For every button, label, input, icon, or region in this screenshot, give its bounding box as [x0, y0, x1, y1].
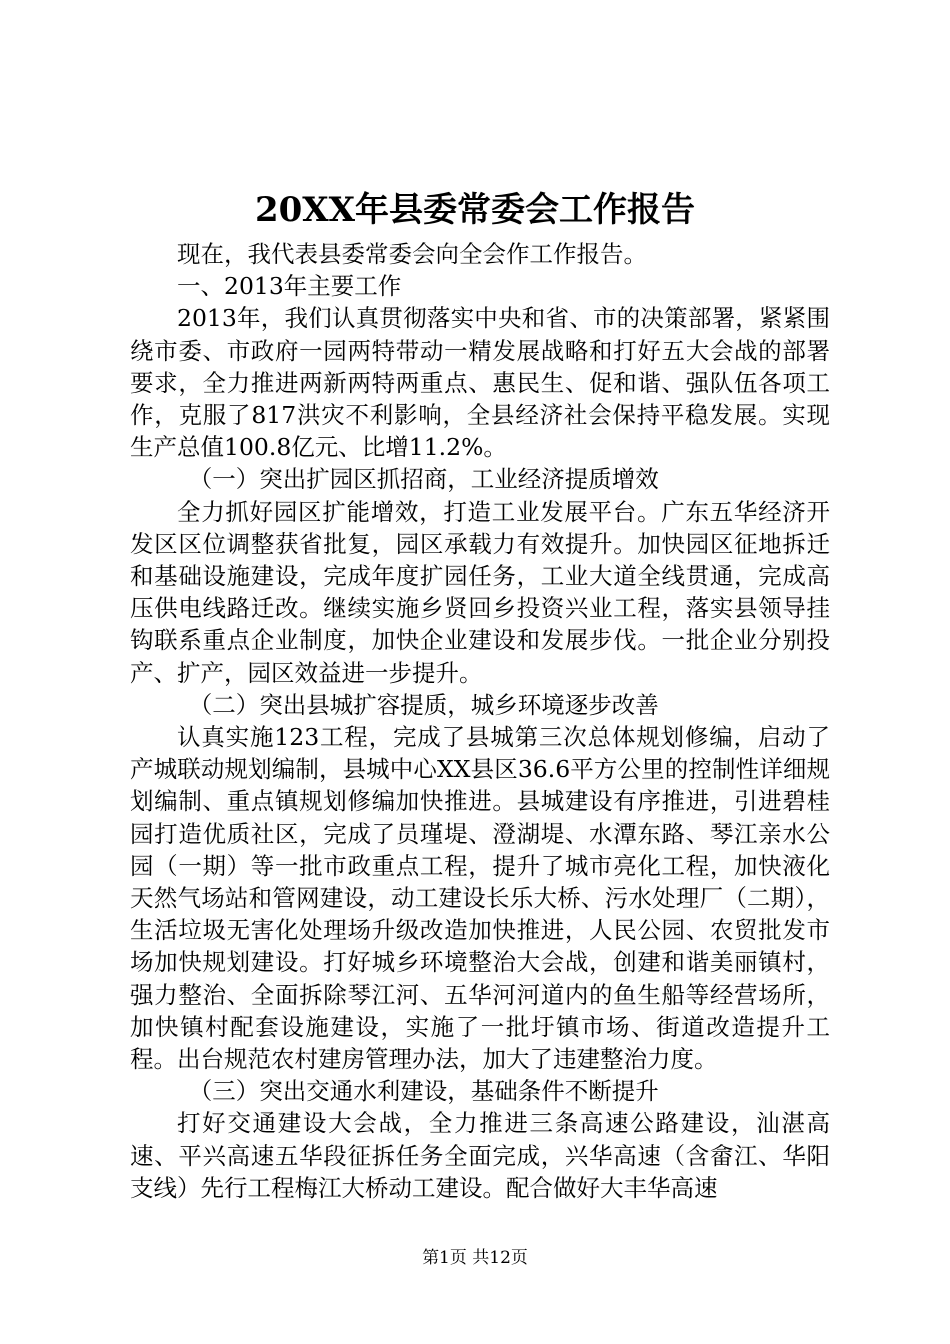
document-title: 20XX年县委常委会工作报告	[254, 190, 696, 230]
section-heading: 一、2013年主要工作	[177, 272, 402, 301]
document-body	[130, 238, 830, 1204]
paragraph: 全力抓好园区扩能增效，打造工业发展平台。广东五华经济开发区区位调整获省批复，园区承载力有效提升。加快园区征地拆迁和基础设施建设，完成年度扩园任务，工业大道全线贯通，完成高压供电线路迁改。继续实施乡贤回乡投资兴业工程，落实县领导挂钩联系重点企业制度，加快企业建设和发展步伐。一批企业分别投产、扩产，园区效益进一步提升。	[130, 497, 830, 687]
paragraph: 认真实施123工程，完成了县城第三次总体规划修编，启动了产城联动规划编制，县城中心XX县区36.6平方公里的控制性详细规划编制、重点镇规划修编加快推进。县城建设有序推进，引进碧桂园打造优质社区，完成了员瑾堤、澄湖堤、水潭东路、琴江亲水公园（一期）等一批市政重点工程，提升了城市亮化工程，加快液化天然气场站和管网建设，动工建设长乐大桥、污水处理厂（二期），生活垃圾无害化处理场升级改造加快推进，人民公园、农贸批发市场加快规划建设。打好城乡环境整治大会战，创建和谐美丽镇村，强力整治、全面拆除琴江河、五华河河道内的鱼生船等经营场所，加快镇村配套设施建设，实施了一批圩镇市场、街道改造提升工程。出台规范农村建房管理办法，加大了违建整治力度。	[130, 723, 830, 1074]
subsection-heading: （二）突出县城扩容提质，城乡环境逐步改善	[188, 690, 659, 719]
paragraph: 打好交通建设大会战，全力推进三条高速公路建设，汕湛高速、平兴高速五华段征拆任务全面完成，兴华高速（含畲江、华阳支线）先行工程梅江大桥动工建设。配合做好大丰华高速	[130, 1109, 830, 1202]
page-number-footer: 第1页 共12页	[422, 1248, 528, 1268]
subsection-heading: （三）突出交通水利建设，基础条件不断提升	[188, 1077, 659, 1106]
paragraph: 2013年，我们认真贯彻落实中央和省、市的决策部署，紧紧围绕市委、市政府一园两特带动一精发展战略和打好五大会战的部署要求，全力推进两新两特两重点、惠民生、促和谐、强队伍各项工作，克服了817洪灾不利影响，全县经济社会保持平稳发展。实现生产总值100.8亿元、比增11.2%。	[130, 304, 830, 462]
subsection-heading: （一）突出扩园区抓招商，工业经济提质增效	[188, 465, 659, 494]
paragraph: 现在，我代表县委常委会向全会作工作报告。	[177, 240, 647, 268]
